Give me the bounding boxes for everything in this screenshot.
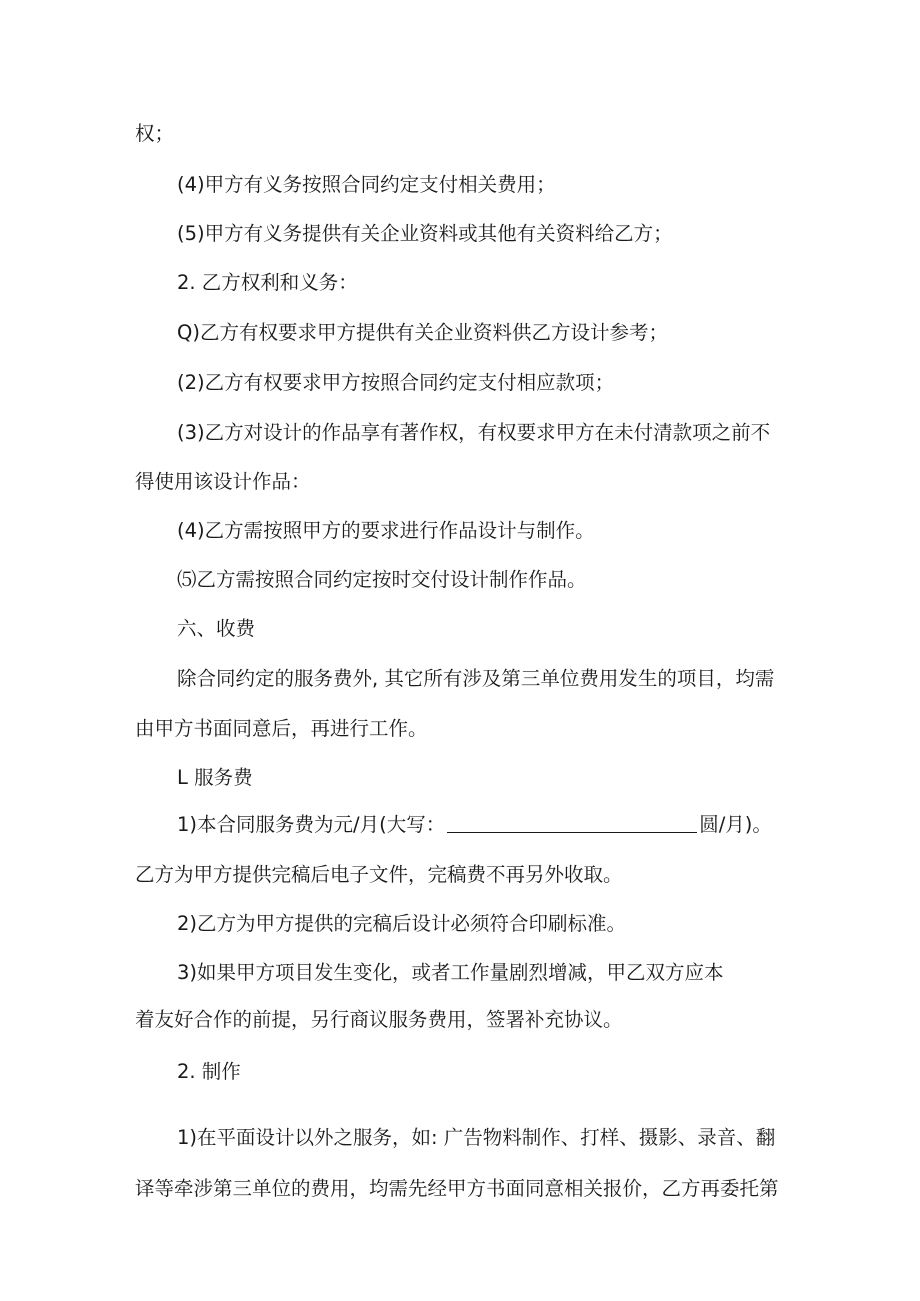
text-line: 1)在平面设计以外之服务，如: 广告物料制作、打样、摄影、录音、翻 [177, 1126, 776, 1149]
text-line [0, 812, 920, 838]
text-line: ⑸乙方需按照合同约定按时交付设计制作作品。 [177, 568, 587, 591]
text-line: (3)乙方对设计的作品享有著作权，有权要求甲方在未付清款项之前不 [177, 421, 771, 444]
text-line: Q)乙方有权要求甲方提供有关企业资料供乙方设计参考； [177, 321, 668, 344]
text-line: (2)乙方有权要求甲方按照合同约定支付相应款项； [177, 371, 615, 394]
text-line: 译等牵涉第三单位的费用，均需先经甲方书面同意相关报价，乙方再委托第 [135, 1177, 779, 1200]
text-line: 得使用该设计作品： [135, 470, 311, 493]
section-heading: L 服务费 [177, 766, 253, 789]
text-line: 由甲方书面同意后，再进行工作。 [135, 717, 428, 740]
text-line: (4)甲方有义务按照合同约定支付相关费用； [177, 173, 556, 196]
section-heading: 2. 制作 [177, 1060, 241, 1083]
text-line: 权； [135, 122, 175, 145]
amount-blank-line [447, 814, 697, 833]
section-heading: 六、收费 [177, 617, 256, 640]
text-line: 乙方为甲方提供完稿后电子文件，完稿费不再另外收取。 [135, 863, 623, 886]
text-line: (5)甲方有义务提供有关企业资料或其他有关资料给乙方； [177, 222, 673, 245]
text-line: (4)乙方需按照甲方的要求进行作品设计与制作。 [177, 519, 595, 542]
text-line: 除合同约定的服务费外, 其它所有涉及第三单位费用发生的项目，均需 [177, 667, 775, 690]
fee-clause-start: 1)本合同服务费为元/月(大写： [177, 813, 446, 836]
section-heading: 2. 乙方权利和义务： [177, 271, 358, 294]
text-line: 2)乙方为甲方提供的完稿后设计必须符合印刷标准。 [177, 912, 627, 935]
fee-clause-end: 圆/月)。 [699, 813, 772, 836]
text-line: 3)如果甲方项目发生变化，或者工作量剧烈增减，甲乙双方应本 [177, 961, 724, 984]
text-line: 着友好合作的前提，另行商议服务费用，签署补充协议。 [135, 1008, 623, 1031]
